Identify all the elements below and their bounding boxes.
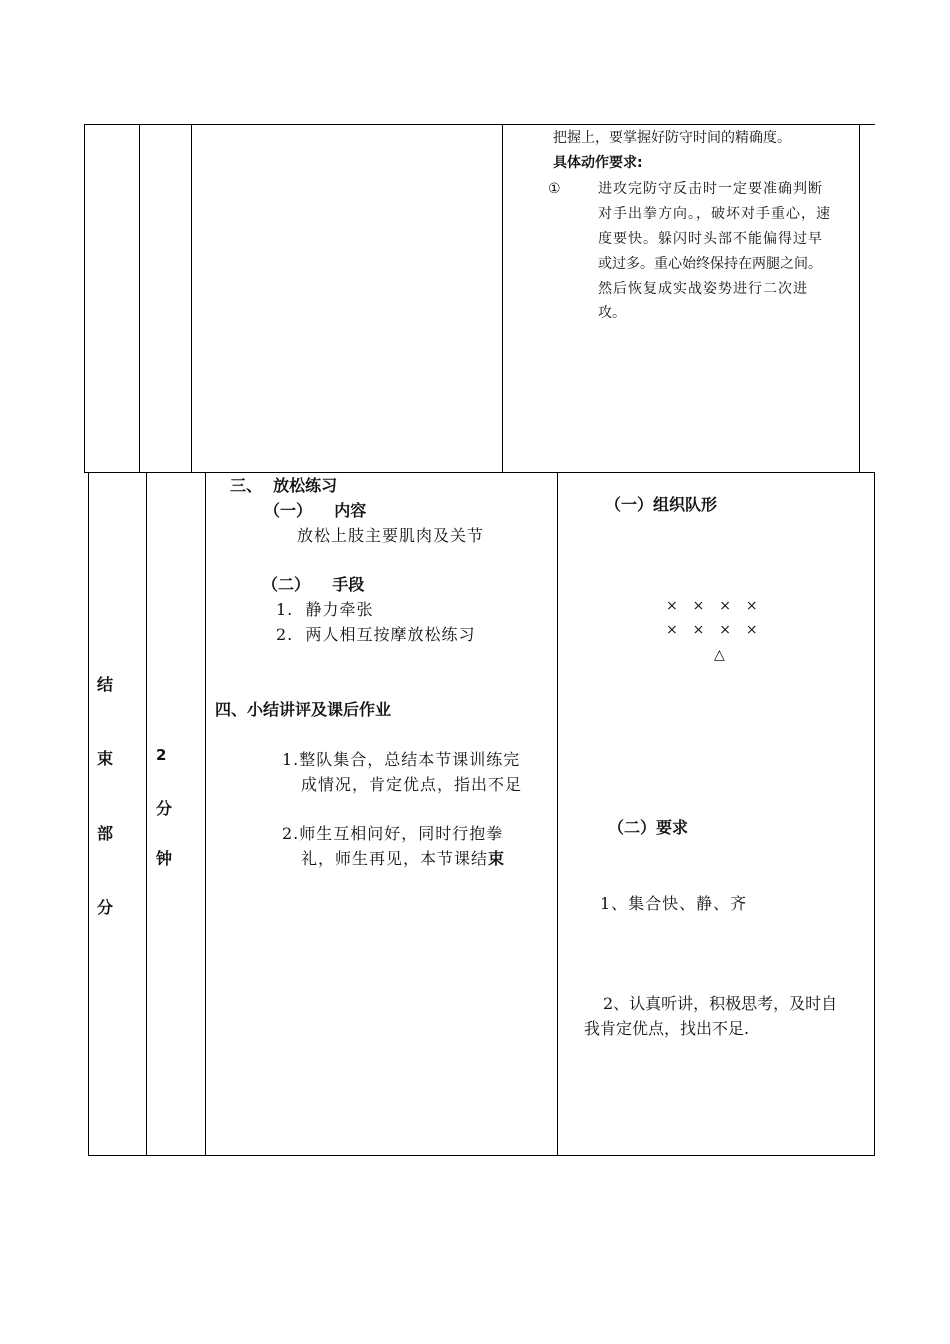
para-line-6: 攻。 [598,305,626,321]
bottom-border [88,1155,875,1156]
bottom-col-3 [205,473,206,1156]
time-unit-1: 分 [156,799,173,818]
item-2-line-2 [301,851,505,867]
item-2-line-2-text: 礼，师生再见，本节课结 [301,849,489,868]
formation-row-1: × × × × [666,598,760,614]
formation-row-2: × × × × [666,622,760,638]
para-line-5: 然后恢复成实战姿势进行二次进 [598,281,808,297]
time-number: 2 [156,746,167,764]
item-2-line-2-bold: 束 [488,849,506,868]
para-line-3: 度要快。躲闪时头部不能偏得过早 [598,231,823,247]
requirement-2-line-1: 2、认真听讲，积极思考，及时自 [603,994,838,1013]
para-line-1: 进攻完防守反击时一定要准确判断 [598,181,823,197]
para-line-2: 对手出拳方向。，破坏对手重心，速 [598,206,831,222]
part-label-char-3: 部 [97,824,114,843]
top-line-1: 把握上，要掌握好防守时间的精确度。 [553,130,791,146]
section-4-title: 四、小结讲评及课后作业 [215,700,392,719]
part-label-char-2: 束 [97,749,114,768]
circle-number: ① [548,181,561,197]
requirement-1: 1、集合快、静、齐 [600,894,748,913]
top-col-1 [84,124,85,473]
bottom-col-5 [874,473,875,1156]
item-2-line-1: 2.师生互相问好，同时行抱拳 [282,824,504,843]
sub-1-title: （一） 内容 [264,501,367,520]
part-label-char-1: 结 [97,675,114,694]
sub-2-item-1: 1. 静力牵张 [276,600,374,619]
sub-2-item-2: 2. 两人相互按摩放松练习 [276,625,476,644]
requirement-2-line-2: 我肯定优点，找出不足. [584,1019,750,1038]
sub-1-text: 放松上肢主要肌肉及关节 [297,526,485,545]
top-col-3 [191,124,192,473]
top-col-4 [502,124,503,473]
part-label-char-4: 分 [97,898,114,917]
sub-2-title: （二） 手段 [262,575,365,594]
teacher-triangle-icon: △ [714,647,725,663]
top-heading: 具体动作要求: [553,155,643,171]
bottom-col-2 [146,473,147,1156]
top-col-5 [859,124,860,473]
para-line-4: 或过多。重心始终保持在两腿之间。 [598,256,822,272]
item-1-line-1: 1.整队集合，总结本节课训练完 [282,750,521,769]
bottom-col-1 [88,473,89,1156]
section-3-title: 三、 放松练习 [230,476,338,495]
top-col-2 [139,124,140,473]
formation-title: （一）组织队形 [605,495,718,514]
top-border [84,124,875,125]
time-unit-2: 钟 [156,849,173,868]
requirements-title: （二）要求 [608,818,689,837]
top-bottom-border [84,472,875,473]
bottom-col-4 [557,473,558,1156]
item-1-line-2: 成情况，肯定优点，指出不足 [301,775,523,794]
